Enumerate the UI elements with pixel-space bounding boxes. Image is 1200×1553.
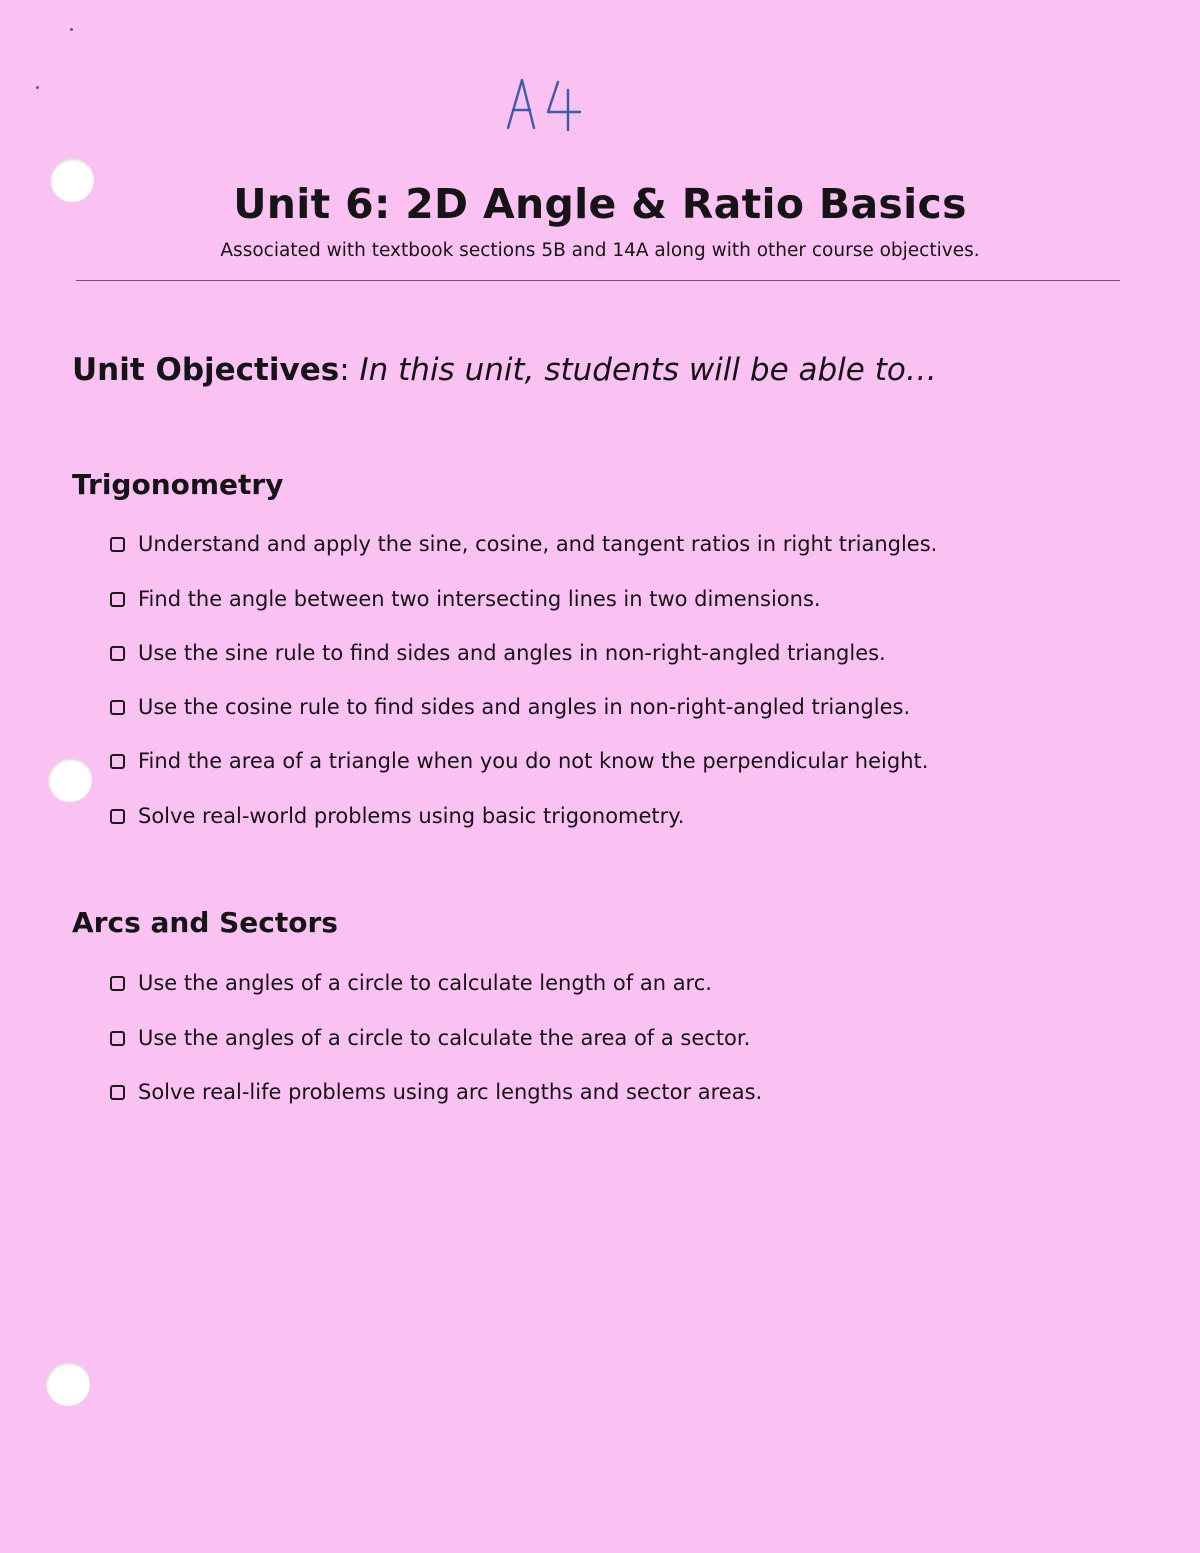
objective-item — [110, 804, 684, 828]
objective-text: Use the angles of a circle to calculate the area of a sector. — [138, 1026, 751, 1050]
objective-item — [110, 749, 928, 773]
checkbox[interactable] — [110, 700, 125, 715]
checkbox[interactable] — [110, 537, 125, 552]
objective-text: Use the angles of a circle to calculate length of an arc. — [138, 971, 712, 995]
objective-item — [110, 641, 886, 665]
objective-item — [110, 695, 910, 719]
objective-item — [110, 587, 821, 611]
objective-text: Solve real-life problems using arc lengths and sector areas. — [138, 1080, 763, 1104]
objective-item — [110, 971, 712, 995]
objective-text: Understand and apply the sine, cosine, and tangent ratios in right triangles. — [138, 532, 938, 556]
page-title: Unit 6: 2D Angle & Ratio Basics — [233, 180, 967, 228]
objective-text: Solve real-world problems using basic trigonometry. — [138, 804, 685, 828]
section-heading-arcs-and-sectors: Arcs and Sectors — [72, 906, 338, 939]
objective-item — [110, 1026, 750, 1050]
unit-objectives-line — [72, 352, 937, 388]
checkbox[interactable] — [110, 754, 125, 769]
checkbox[interactable] — [110, 1031, 125, 1046]
checkbox[interactable] — [110, 809, 125, 824]
unit-objectives-label: Unit Objectives — [72, 352, 340, 388]
binder-hole-middle — [48, 758, 92, 802]
checkbox[interactable] — [110, 976, 125, 991]
objective-item — [110, 532, 937, 556]
checkbox[interactable] — [110, 592, 125, 607]
objective-text: Find the angle between two intersecting lines in two dimensions. — [138, 587, 821, 611]
unit-objectives-intro: In this unit, students will be able to… — [359, 352, 937, 388]
scan-speck — [36, 86, 39, 89]
section-heading-trigonometry: Trigonometry — [72, 468, 284, 501]
checkbox[interactable] — [110, 646, 125, 661]
handwritten-label-a4 — [500, 70, 600, 134]
objective-text: Find the area of a triangle when you do not know the perpendicular height. — [138, 749, 929, 773]
unit-objectives-separator: : — [339, 352, 360, 388]
objective-text: Use the sine rule to find sides and angles in non-right-angled triangles. — [138, 641, 886, 665]
checkbox[interactable] — [110, 1085, 125, 1100]
objective-item — [110, 1080, 762, 1104]
header-divider — [76, 280, 1120, 281]
page-subtitle: Associated with textbook sections 5B and 14A along with other course objectives. — [220, 240, 980, 261]
objective-text: Use the cosine rule to find sides and angles in non-right-angled triangles. — [138, 695, 911, 719]
binder-hole-bottom — [46, 1362, 90, 1406]
scan-speck — [70, 28, 73, 31]
